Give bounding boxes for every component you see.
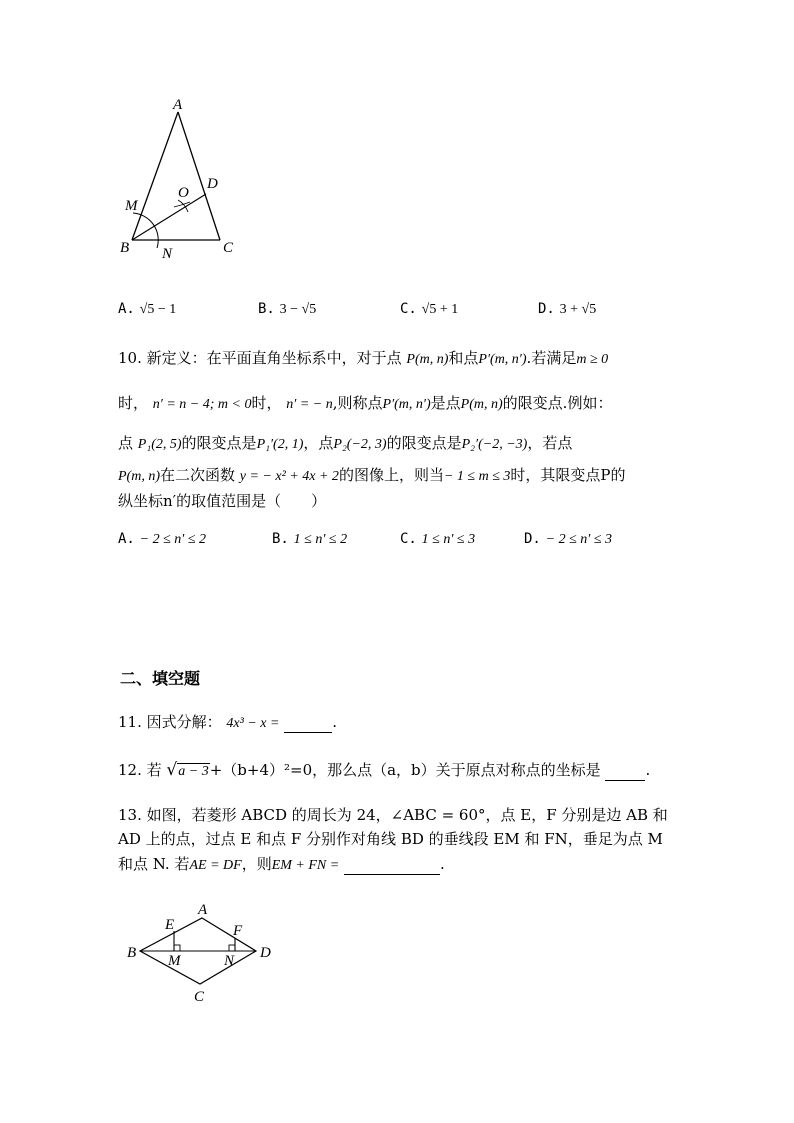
question-11: 11. 因式分解： 4x³ − x = . [118, 713, 337, 731]
q10-option-b[interactable]: B. 1 ≤ n′ ≤ 2 [272, 531, 348, 547]
q13-line-3: 和点 N. 若AE = DF，则EM + FN = . [118, 855, 445, 873]
q13-line-2: AD 上的点，过点 E 和点 F 分别作对角线 BD 的垂线段 EM 和 FN，垂足为点 M [118, 830, 663, 848]
q9-option-c[interactable]: C. √5 + 1 [400, 301, 459, 317]
q10-option-a[interactable]: A. − 2 ≤ n′ ≤ 2 [118, 531, 207, 547]
answer-blank-12[interactable] [605, 760, 645, 781]
label-m: M [168, 953, 181, 969]
label-a: A [198, 902, 208, 918]
label-f: F [233, 923, 243, 939]
q10-line-4: P(m, n)在二次函数 y = − x² + 4x + 2的图像上，则当− 1 ≤ m ≤ 3时，其限变点P的 [118, 466, 626, 484]
right-angle-n [229, 945, 235, 951]
label-c: C [194, 989, 205, 1005]
side-ab [132, 112, 178, 240]
section-2-title: 二、填空题 [120, 669, 201, 688]
question-12: 12. 若 √a − 3+（b+4）²=0，那么点（a，b）关于原点对称点的坐标是 . [118, 760, 651, 780]
q10-line-1: 10. 新定义：在平面直角坐标系中，对于点 P(m, n)和点P′(m, n′).若满足m ≥ 0 [118, 349, 609, 367]
triangle-figure [110, 90, 260, 265]
q13-line-1: 13. 如图，若菱形 ABCD 的周长为 24，∠ABC = 60°，点 E，F 分别是边 AB 和 [118, 806, 668, 824]
label-a: A [173, 97, 183, 113]
right-angle-m [174, 945, 180, 951]
bisector-bd [132, 194, 206, 240]
q10-line-5: 纵坐标n′的取值范围是（ ） [118, 492, 327, 510]
q9-option-b[interactable]: B. 3 − √5 [258, 301, 317, 317]
answer-blank-13[interactable] [344, 854, 440, 875]
rhombus-figure [120, 895, 290, 1010]
q10-option-d[interactable]: D. − 2 ≤ n′ ≤ 3 [524, 531, 613, 547]
q9-option-a[interactable]: A. √5 − 1 [118, 301, 177, 317]
label-d: D [207, 176, 218, 192]
answer-blank-11[interactable] [284, 712, 332, 733]
label-c: C [223, 240, 234, 256]
label-b: B [120, 240, 130, 256]
q9-option-d[interactable]: D. 3 + √5 [538, 301, 597, 317]
arc-mn [133, 213, 158, 248]
q10-option-c[interactable]: C. 1 ≤ n′ ≤ 3 [400, 531, 476, 547]
label-b: B [127, 945, 137, 961]
label-o: O [178, 185, 189, 201]
sqrt-sign: √ [166, 760, 178, 780]
q10-line-2: 时， n′ = n − 4; m < 0时， n′ = − n,则称点P′(m, n′)是点P(m, n)的限变点.例如： [118, 394, 613, 412]
label-n: N [224, 953, 235, 969]
label-n: N [162, 246, 173, 262]
label-d: D [260, 945, 271, 961]
label-e: E [165, 917, 175, 933]
label-m: M [125, 198, 138, 214]
q10-line-3: 点 P₁(2, 5)的限变点是P₁′(2, 1)，点P₂(−2, 3)的限变点是P₂′(−2, −3)，若点 [118, 434, 573, 452]
